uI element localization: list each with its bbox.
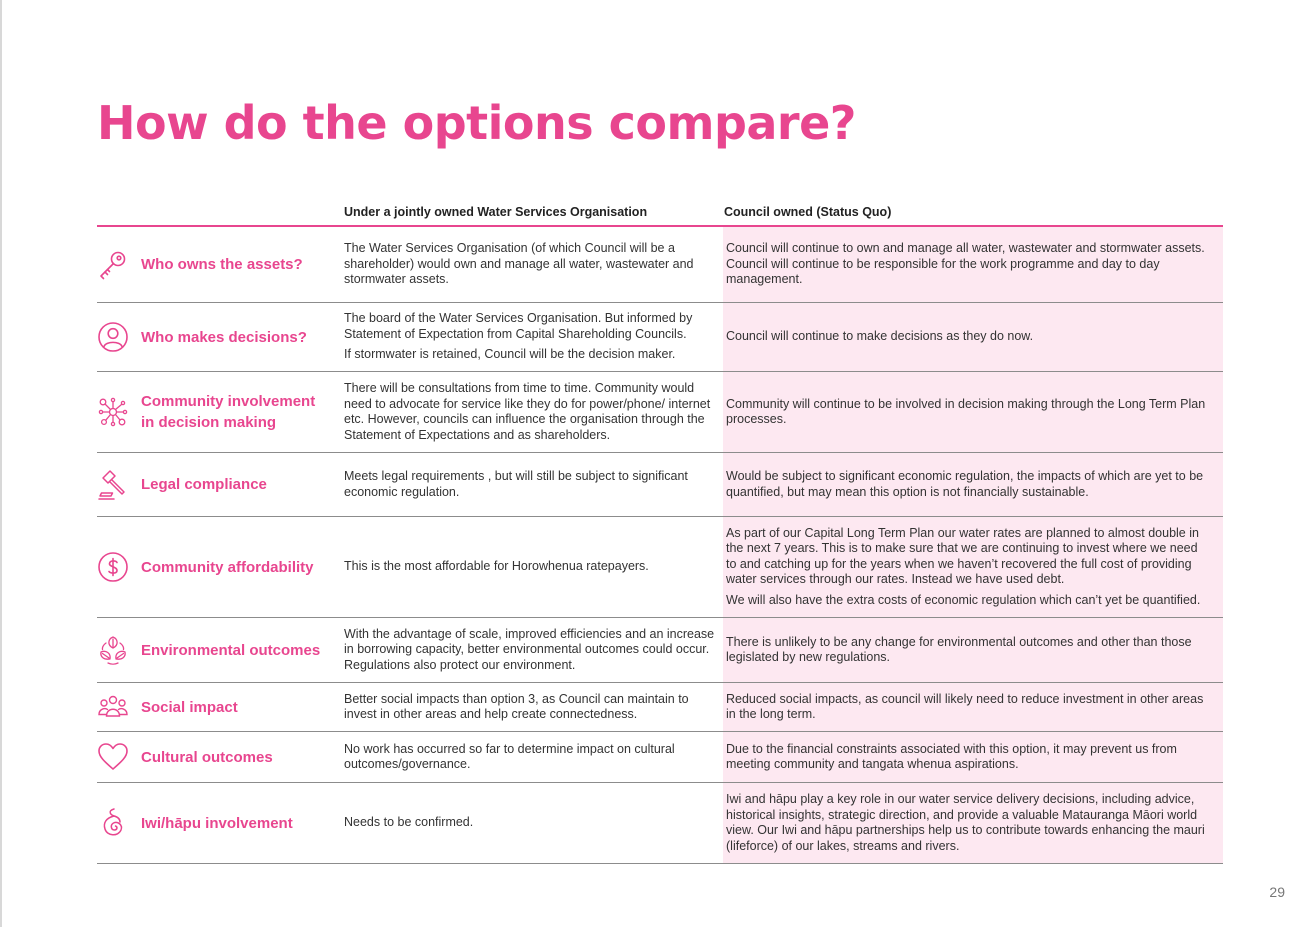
- row-label-cell: [97, 683, 344, 731]
- cell-text: The board of the Water Services Organisation. But informed by Statement of Expectation from Capital Shareholding Councils.: [344, 311, 693, 341]
- jointly-owned-cell: [344, 783, 723, 863]
- row-label: Iwi/hāpu involvement: [141, 814, 293, 832]
- cell-text: Reduced social impacts, as council will likely need to reduce investment in other areas in the long term.: [726, 691, 1204, 721]
- table-row: [97, 303, 1223, 372]
- cell-text: This is the most affordable for Horowhenua ratepayers.: [344, 559, 649, 574]
- jointly-owned-cell: [344, 303, 723, 371]
- cell-text-secondary: We will also have the extra costs of economic regulation which can’t yet be quantified.: [726, 592, 1201, 607]
- council-owned-cell: [723, 683, 1223, 731]
- row-label-cell: [97, 618, 344, 682]
- council-owned-cell: [723, 453, 1223, 516]
- row-label: Cultural outcomes: [141, 748, 273, 766]
- jointly-owned-cell: [344, 683, 723, 731]
- row-label-cell: [97, 732, 344, 782]
- cell-text: Council will continue to own and manage all water, wastewater and stormwater assets. Council will continue to be responsible for the work programme and day to day management.: [726, 241, 1205, 287]
- row-label-cell: [97, 517, 344, 617]
- leaves-icon: [97, 634, 129, 666]
- council-owned-cell: [723, 227, 1223, 302]
- jointly-owned-cell: [344, 732, 723, 782]
- row-label: Social impact: [141, 698, 238, 716]
- cell-text: Better social impacts than option 3, as Council can maintain to invest in other areas and help create connectedness.: [344, 691, 689, 721]
- table-row: [97, 517, 1223, 618]
- header-jointly-owned: Under a jointly owned Water Services Organisation: [344, 205, 648, 219]
- cell-text: There is unlikely to be any change for environmental outcomes and other than those legislated by new regulations.: [726, 634, 1192, 664]
- council-owned-cell: [723, 618, 1223, 682]
- person-icon: [97, 321, 129, 353]
- row-label: Who makes decisions?: [141, 328, 307, 346]
- table-row: [97, 453, 1223, 517]
- cell-text: Needs to be confirmed.: [344, 815, 474, 830]
- table-row: [97, 227, 1223, 303]
- row-label-cell: [97, 303, 344, 371]
- cell-text: As part of our Capital Long Term Plan our water rates are planned to almost double in the next 7 years. This is to make sure that we are continuing to invest where we need to and catching up for the years when we haven’t recovered the full cost of providing water services through our rates. Instead we have used debt.: [726, 525, 1199, 587]
- row-label: Environmental outcomes: [141, 641, 321, 659]
- jointly-owned-cell: [344, 453, 723, 516]
- dollar-icon: [97, 551, 129, 583]
- table-row: [97, 783, 1223, 864]
- table-row: [97, 683, 1223, 732]
- council-owned-cell: [723, 372, 1223, 452]
- council-owned-cell: [723, 517, 1223, 617]
- table-row: [97, 732, 1223, 783]
- page-number: 29: [1269, 884, 1285, 900]
- cell-text: With the advantage of scale, improved efficiencies and an increase in borrowing capacity, better environmental outcomes could occur. Regulations also protect our environment.: [344, 626, 715, 672]
- header-council-owned: Council owned (Status Quo): [724, 205, 892, 219]
- page-edge-rule: [0, 0, 2, 927]
- row-label-cell: [97, 783, 344, 863]
- row-label: Legal compliance: [141, 476, 267, 493]
- jointly-owned-cell: [344, 227, 723, 302]
- row-label-cell: [97, 453, 344, 516]
- gavel-icon: [97, 469, 129, 501]
- row-label: Who owns the assets?: [141, 256, 303, 273]
- koru-icon: [97, 807, 129, 839]
- row-label-cell: [97, 372, 344, 452]
- jointly-owned-cell: [344, 517, 723, 617]
- cell-text: There will be consultations from time to time. Community would need to advocate for service like they do for power/phone/ internet etc. However, councils can influence the organisation through the Statement of Expectations and as shareholders.: [344, 381, 711, 442]
- cell-text: Iwi and hāpu play a key role in our water service delivery decisions, including advice, historical insights, strategic direction, and provide a valuable Matauranga Māori world view. Our Iwi and hāpu partnerships help us to contribute towards enhancing the mauri (lifeforce) of our lakes, streams and rivers.: [726, 792, 1205, 853]
- council-owned-cell: [723, 303, 1223, 371]
- group-icon: [97, 691, 129, 723]
- jointly-owned-cell: [344, 372, 723, 452]
- network-icon: [97, 396, 129, 428]
- cell-text: Due to the financial constraints associated with this option, it may prevent us from meeting community and tangata whenua aspirations.: [726, 741, 1177, 771]
- cell-text: Council will continue to make decisions as they do now.: [726, 329, 1034, 344]
- jointly-owned-cell: [344, 618, 723, 682]
- cell-text: No work has occurred so far to determine impact on cultural outcomes/governance.: [344, 741, 675, 771]
- cell-text: Meets legal requirements , but will still be subject to significant economic regulation.: [344, 469, 688, 499]
- table-header: [97, 200, 1223, 227]
- cell-text: The Water Services Organisation (of which Council will be a shareholder) would own and manage all water, wastewater and stormwater assets.: [344, 241, 694, 287]
- cell-text: Would be subject to significant economic regulation, the impacts of which are yet to be quantified, but may mean this option is not financially sustainable.: [726, 469, 1204, 499]
- comparison-table: [97, 200, 1223, 864]
- council-owned-cell: [723, 783, 1223, 863]
- cell-text: Community will continue to be involved in decision making through the Long Term Plan processes.: [726, 396, 1206, 426]
- table-row: [97, 618, 1223, 683]
- key-icon: [97, 249, 129, 281]
- page-title: How do the options compare?: [97, 96, 856, 150]
- cell-text-secondary: If stormwater is retained, Council will be the decision maker.: [344, 347, 676, 362]
- heart-icon: [97, 741, 129, 773]
- table-row: [97, 372, 1223, 453]
- row-label: Community affordability: [141, 558, 314, 576]
- row-label: Community involvement in decision making: [141, 393, 316, 431]
- row-label-cell: [97, 227, 344, 302]
- council-owned-cell: [723, 732, 1223, 782]
